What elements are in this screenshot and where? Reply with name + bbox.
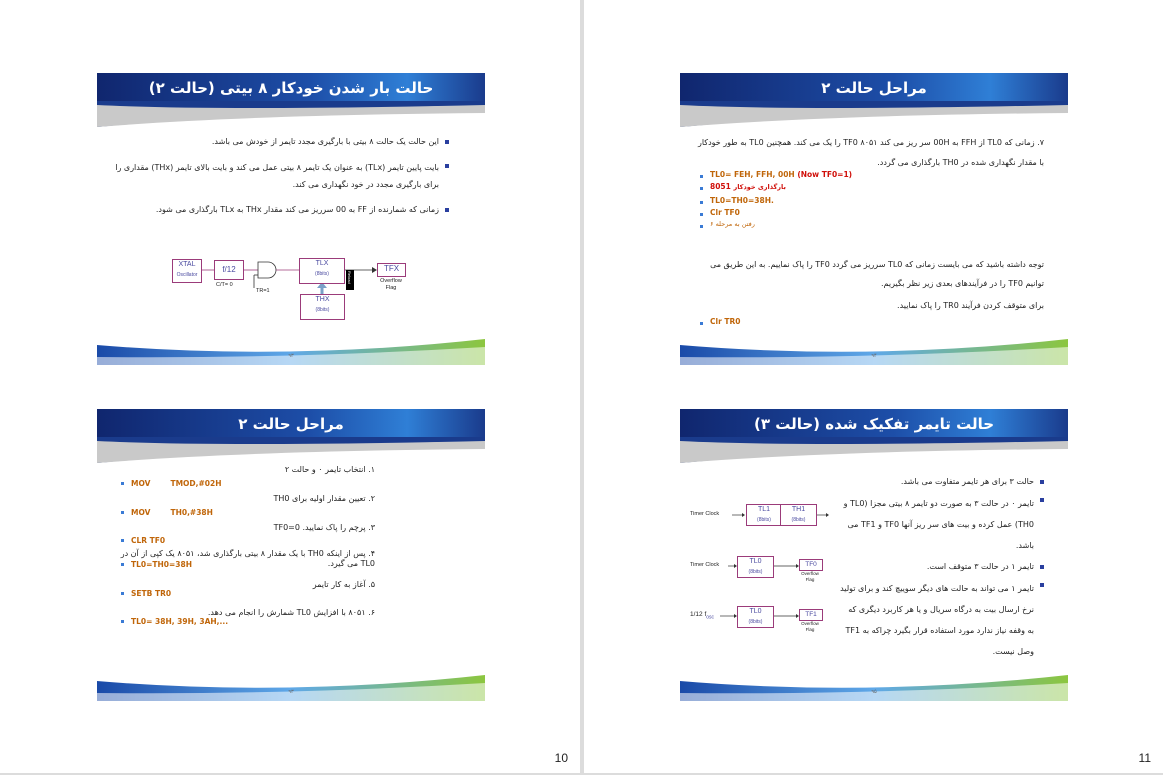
slide-title: مراحل حالت ۲ bbox=[238, 415, 344, 433]
bits-label: (8bits) bbox=[791, 517, 806, 523]
ct-label: C/T= 0 bbox=[216, 282, 233, 288]
overflow-label: Overflow bbox=[801, 621, 819, 626]
page-number: 10 bbox=[554, 751, 568, 765]
page-number: 11 bbox=[1138, 751, 1151, 765]
xtal-sub: Oscillator bbox=[176, 272, 198, 278]
fosc-sub: osc bbox=[706, 614, 715, 621]
slide-number: ۹۳ bbox=[288, 353, 294, 359]
code-op: TL0= 38H, 39H, 3AH,... bbox=[131, 617, 229, 626]
bits-label: (8bits) bbox=[748, 569, 763, 575]
code-op: TL0=TH0=38H bbox=[131, 560, 193, 569]
bullet: تایمر ۱ می تواند به حالت های دیگر سوییچ کند و برای تولید نرخ ارسال بیت به درگاه سریال و یا هر کاربرد دیگری که به وقفه نیاز ندارد مورد استفاده قرار بگیرد چراکه به TF1 وصل نیست. bbox=[840, 578, 1048, 662]
overflow-label: Overflow bbox=[380, 278, 402, 284]
bits-label: (8bits) bbox=[748, 619, 763, 625]
slide-mode2-steps-cont bbox=[680, 73, 1068, 365]
step: ۱. انتخاب تایمر ۰ و حالت ۲ bbox=[284, 465, 375, 474]
tr-label: TR=1 bbox=[256, 288, 270, 294]
thx-label: THX bbox=[315, 296, 330, 303]
xtal-label: XTAL bbox=[178, 261, 196, 268]
code-arg: TMOD,#02H bbox=[170, 479, 222, 488]
paragraph: برای متوقف کردن فرآیند TR0 را پاک نمایید. bbox=[897, 301, 1044, 310]
code-arg: TH0,#38H bbox=[170, 508, 213, 517]
tl1-label: TL1 bbox=[757, 506, 771, 513]
slide-mode2-autoreload bbox=[97, 73, 485, 365]
tl0-label: TL0 bbox=[749, 558, 762, 565]
tlx-label: TLX bbox=[315, 260, 329, 267]
bullet: تایمر ۱ در حالت ۳ متوقف است. bbox=[840, 560, 1048, 574]
step: ۳. پرچم را پاک نمایید. TF0=0 bbox=[273, 523, 375, 532]
tf0-box: TF0 bbox=[799, 559, 823, 571]
slide-title: حالت تایمر تفکیک شده (حالت ۳) bbox=[753, 415, 995, 433]
overflow-label: Overflow bbox=[801, 571, 819, 576]
tlx-sub: (8bits) bbox=[315, 271, 329, 277]
fosc-label: 1/12 f bbox=[690, 611, 707, 618]
reload-label: Reload bbox=[347, 271, 352, 284]
code-line: TL0= FEH, FFH, 00H bbox=[710, 170, 795, 179]
code-line: Clr TF0 bbox=[710, 208, 740, 217]
step: ۵. آغاز به کار تایمر bbox=[312, 580, 375, 589]
slide-header bbox=[680, 73, 1068, 127]
tl0-label: TL0 bbox=[749, 608, 762, 615]
tfx-box: TFX bbox=[377, 263, 406, 277]
flag-label: Flag bbox=[805, 577, 815, 582]
paragraph: توجه داشته باشید که می بایست زمانی که TL0 سرریز می گردد TF0 را پاک نماییم. به این طریق می توانیم TF0 را در فرآیندهای بعدی زیر نظر بگیریم. bbox=[710, 260, 1044, 288]
page-10 bbox=[0, 0, 580, 773]
slide-number: ۹۴ bbox=[871, 353, 877, 359]
thx-sub: (8bits) bbox=[315, 307, 330, 313]
code-line: TL0=TH0=38H. bbox=[710, 196, 774, 205]
slide-header bbox=[97, 73, 485, 127]
code-op: SETB TR0 bbox=[131, 589, 172, 598]
step: ۶. ۸۰۵۱ با افزایش TL0 شمارش را انجام می دهد. bbox=[207, 608, 375, 617]
slide-footer bbox=[680, 339, 1068, 365]
timer-clock-label: Timer Clock bbox=[690, 511, 720, 517]
code-line: Clr TR0 bbox=[710, 317, 741, 326]
slide-title: مراحل حالت ۲ bbox=[821, 79, 927, 97]
slide-mode3-split-timer bbox=[680, 409, 1068, 701]
code-line: رفتن به مرحله ۶ bbox=[710, 220, 755, 228]
code-op: MOV bbox=[131, 508, 151, 517]
bullet: تایمر ۰ در حالت ۳ به صورت دو تایمر ۸ بیتی مجزا (TL0 و TH0) عمل کرده و بیت های سر ریز آنها TF0 و TF1 می باشد. bbox=[840, 493, 1048, 556]
bullet: این حالت یک حالت ۸ بیتی با بارگیری مجدد تایمر از خودش می باشد. bbox=[107, 135, 453, 149]
code-line-red: (Now TF0=1) bbox=[797, 170, 853, 179]
bullet: زمانی که شمارنده از FF به 00 سرریز می کند مقدار THx به TLx بارگذاری می شود. bbox=[107, 203, 453, 217]
slide-header bbox=[97, 409, 485, 463]
bullet: بایت پایین تایمر (TLx) به عنوان یک تایمر ۸ بیتی عمل می کند و بایت بالای تایمر (THx) مقداری را برای بارگیری مجدد در خود نگهداری می کند. bbox=[107, 159, 453, 193]
slide-footer bbox=[97, 339, 485, 365]
slide-footer bbox=[680, 675, 1068, 701]
flag-label: Flag bbox=[385, 285, 397, 291]
slide-number: ۹۳ bbox=[288, 689, 294, 695]
slide-footer bbox=[97, 675, 485, 701]
tf1-box: TF1 bbox=[799, 609, 823, 621]
slide-title: حالت بار شدن خودکار ۸ بیتی (حالت ۲) bbox=[148, 79, 434, 97]
bullet: حالت ۳ برای هر تایمر متفاوت می باشد. bbox=[840, 475, 1048, 489]
code-line: بارگذاری خودکار bbox=[733, 183, 786, 191]
divider-box: f/12 bbox=[214, 260, 244, 280]
bits-label: (8bits) bbox=[757, 517, 771, 523]
step: ۲. تعیین مقدار اولیه برای TH0 bbox=[273, 494, 375, 503]
page-11 bbox=[584, 0, 1163, 773]
code-op: CLR TF0 bbox=[131, 536, 166, 545]
slide-header bbox=[680, 409, 1068, 463]
th1-label: TH1 bbox=[791, 506, 806, 513]
step: ۴. پس از اینکه TH0 با یک مقدار ۸ بیتی بارگذاری شد، ۸۰۵۱ یک کپی از آن در TL0 می گیرد. bbox=[120, 549, 375, 568]
mode2-block-diagram bbox=[172, 258, 412, 324]
code-line: 8051 bbox=[710, 182, 731, 191]
slide-mode2-steps-code bbox=[97, 409, 485, 701]
code-op: MOV bbox=[131, 479, 151, 488]
slide-number: ۹۵ bbox=[871, 689, 877, 695]
intro-text: ۷. زمانی که TL0 از FFH به 00H سر ریز می کند ۸۰۵۱ TF0 را یک می کند. همچنین TL0 به طور خودکار با مقدار نگهداری شده در TH0 بارگذاری می گردد. bbox=[698, 138, 1044, 167]
mode3-block-diagram bbox=[690, 501, 840, 641]
flag-label: Flag bbox=[805, 627, 815, 632]
timer-clock-label: Timer Clock bbox=[690, 562, 720, 568]
